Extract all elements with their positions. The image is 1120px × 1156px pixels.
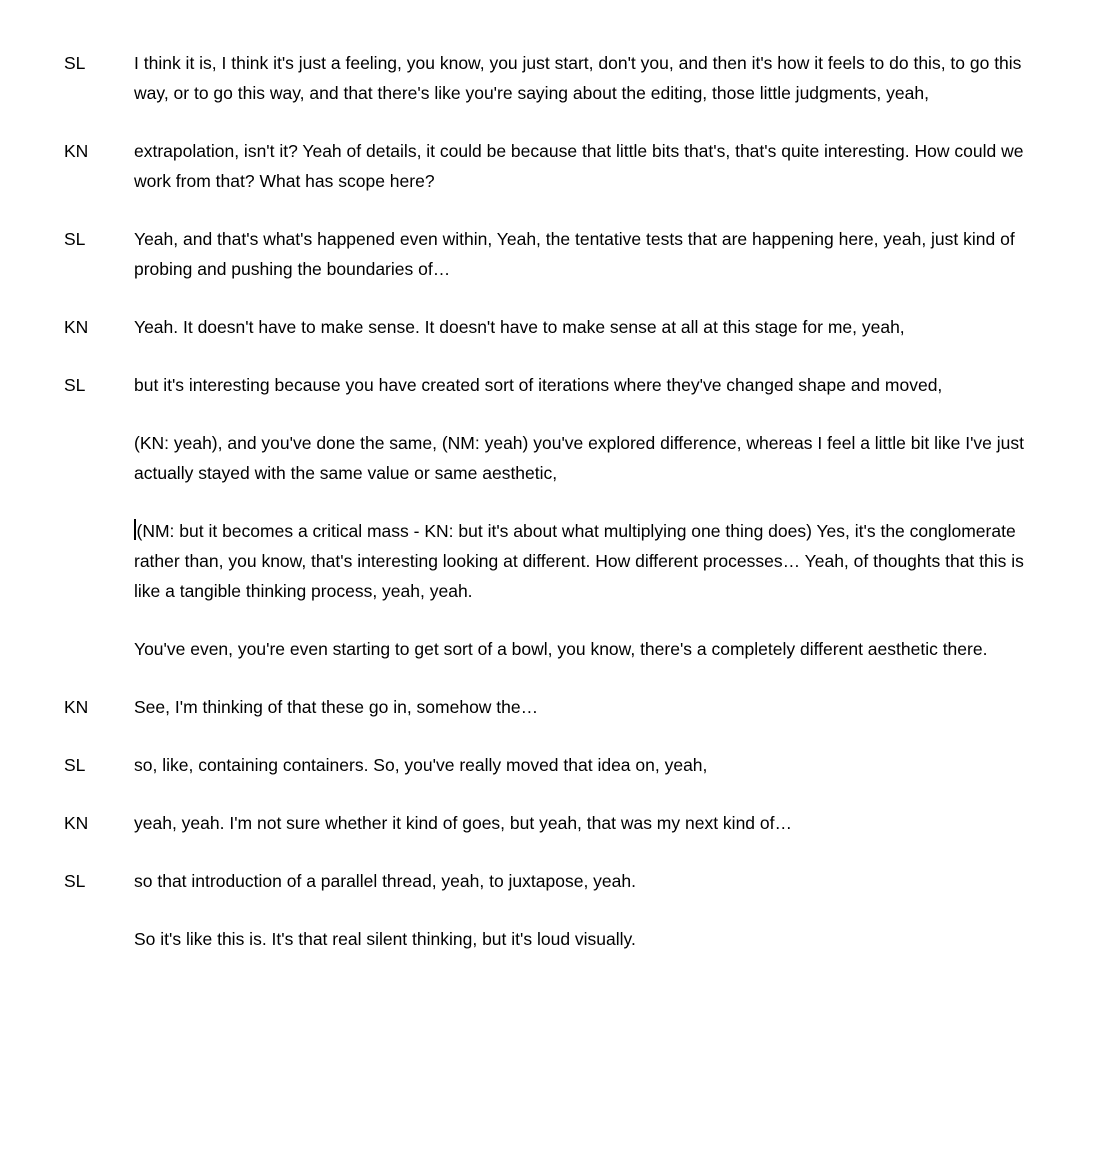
- speaker-label[interactable]: KN: [64, 697, 89, 717]
- transcript: [64, 48, 1080, 954]
- transcript-entry: [64, 224, 1080, 284]
- speaker-label[interactable]: SL: [64, 375, 86, 395]
- utterance-text[interactable]: See, I'm thinking of that these go in, somehow the…: [134, 697, 539, 717]
- transcript-entry: [64, 48, 1080, 108]
- utterance-text[interactable]: (NM: but it becomes a critical mass - KN: but it's about what multiplying one thing does) Yes, it's the conglomerate rather than, you know, that's interesting looking at different. How different processes… Yeah, of thoughts that this is like a tangible thinking process, yeah, yeah.: [134, 521, 1024, 601]
- transcript-entry: [64, 924, 1080, 954]
- speaker-label[interactable]: KN: [64, 813, 89, 833]
- utterance-text[interactable]: extrapolation, isn't it? Yeah of details, it could be because that little bits that's, that's quite interesting. How could we work from that? What has scope here?: [134, 141, 1024, 191]
- utterance-text[interactable]: (KN: yeah), and you've done the same, (NM: yeah) you've explored difference, whereas I feel a little bit like I've just actually stayed with the same value or same aesthetic,: [134, 433, 1025, 483]
- transcript-entry: [64, 312, 1080, 342]
- transcript-entry: [64, 808, 1080, 838]
- transcript-entry: [64, 866, 1080, 896]
- utterance-text[interactable]: so that introduction of a parallel thread, yeah, to juxtapose, yeah.: [134, 871, 636, 891]
- transcript-entry: [64, 370, 1080, 400]
- text-cursor: [134, 519, 136, 540]
- utterance-text[interactable]: I think it is, I think it's just a feeling, you know, you just start, don't you, and then it's how it feels to do this, to go this way, or to go this way, and that there's like you're saying about the editing, those little judgments, yeah,: [134, 53, 1022, 103]
- transcript-entry: [64, 428, 1080, 488]
- transcript-entry: [64, 634, 1080, 664]
- speaker-label[interactable]: SL: [64, 871, 86, 891]
- transcript-entry: [64, 750, 1080, 780]
- speaker-label[interactable]: SL: [64, 755, 86, 775]
- transcript-entry: [64, 136, 1080, 196]
- utterance-text[interactable]: You've even, you're even starting to get sort of a bowl, you know, there's a completely different aesthetic there.: [134, 639, 988, 659]
- utterance-text[interactable]: yeah, yeah. I'm not sure whether it kind of goes, but yeah, that was my next kind of…: [134, 813, 792, 833]
- utterance-text[interactable]: so, like, containing containers. So, you've really moved that idea on, yeah,: [134, 755, 708, 775]
- transcript-entry: [64, 516, 1080, 606]
- speaker-label[interactable]: SL: [64, 229, 86, 249]
- utterance-text[interactable]: but it's interesting because you have created sort of iterations where they've changed shape and moved,: [134, 375, 943, 395]
- transcript-entry: [64, 692, 1080, 722]
- speaker-label[interactable]: KN: [64, 317, 89, 337]
- utterance-text[interactable]: So it's like this is. It's that real silent thinking, but it's loud visually.: [134, 929, 636, 949]
- utterance-text[interactable]: Yeah, and that's what's happened even within, Yeah, the tentative tests that are happening here, yeah, just kind of probing and pushing the boundaries of…: [134, 229, 1015, 279]
- utterance-text[interactable]: Yeah. It doesn't have to make sense. It doesn't have to make sense at all at this stage for me, yeah,: [134, 317, 905, 337]
- speaker-label[interactable]: SL: [64, 53, 86, 73]
- speaker-label[interactable]: KN: [64, 141, 89, 161]
